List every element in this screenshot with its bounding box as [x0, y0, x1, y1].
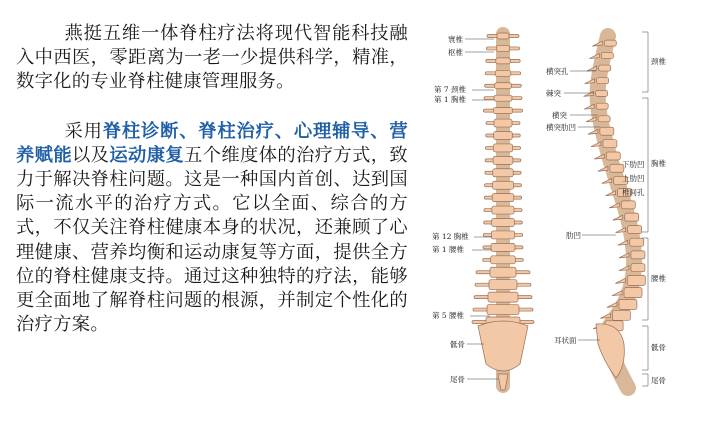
front-vertebra: [493, 169, 513, 177]
side-spinous-process: [607, 302, 617, 307]
front-vertebra: [491, 243, 515, 251]
region-sacral: 骶骨: [651, 343, 666, 352]
front-vertebra: [495, 70, 511, 76]
front-vertebra: [489, 280, 517, 290]
side-spinous-process: [589, 54, 599, 59]
label-l1: 第 1 腰椎: [432, 245, 465, 254]
front-vertebra: [495, 83, 512, 89]
region-brackets: [642, 32, 648, 386]
side-sacrum: [596, 324, 624, 378]
highlight-sports-rehab: 运动康复: [109, 144, 185, 166]
front-vertebra: [492, 194, 514, 202]
side-vertebra: [612, 310, 630, 320]
side-vertebra: [625, 213, 639, 221]
label-l5: 第 5 腰椎: [432, 311, 465, 320]
side-spinous-process: [618, 240, 628, 245]
side-spinous-process: [619, 266, 629, 271]
label-axis: 枢椎: [448, 48, 463, 57]
side-vertebra: [603, 140, 617, 148]
front-vertebra: [492, 219, 515, 227]
side-spinous-process: [592, 41, 602, 46]
side-vertebra: [631, 264, 645, 272]
side-spinous-process: [619, 253, 629, 258]
front-vertebra: [493, 181, 514, 189]
side-vertebra: [628, 226, 642, 234]
label-coccyx-front: 尾骨: [450, 375, 465, 384]
side-vertebra: [598, 116, 610, 122]
front-vertebra: [493, 108, 512, 114]
side-spinous-process: [609, 203, 619, 208]
side-spinous-process: [606, 191, 616, 196]
methods-lead: 采用: [64, 120, 103, 142]
label-intervertebral-foramen: 椎间孔: [622, 188, 645, 197]
side-spinous-process: [602, 178, 612, 183]
front-sacrum: [478, 321, 528, 371]
side-spinous-process: [585, 79, 595, 84]
label-transverse-foramen: 横突孔: [546, 67, 569, 76]
side-vertebra: [624, 288, 642, 298]
label-t1: 第 1 胸椎: [434, 95, 467, 104]
side-vertebra: [604, 40, 616, 46]
intro-paragraph: [16, 22, 408, 95]
side-vertebra: [606, 152, 620, 160]
front-vertebra: [488, 292, 518, 302]
side-spinous-process: [594, 154, 604, 159]
front-vertebra: [494, 119, 512, 127]
spine-anatomy-svg: [420, 26, 720, 422]
front-vertebra: [493, 144, 512, 152]
side-spinous-process: [588, 129, 598, 134]
spine-anatomy-figure: [420, 26, 720, 422]
label-transverse-process: 横突: [552, 111, 567, 120]
side-spinous-process: [615, 278, 625, 283]
label-c7: 第 7 颈椎: [434, 85, 467, 94]
label-atlas: 寰椎: [448, 35, 463, 44]
label-spinous-process: 棘突: [546, 89, 561, 98]
label-auricular-surface: 耳状面: [554, 336, 577, 345]
side-spinous-process: [591, 142, 601, 147]
methods-rest: 五个维度体的治疗方式，致力于解决脊柱问题。这是一种国内首创、达到国际一流水平的治疗方式。它以全面、综合的方式，不仅关注脊柱健康本身的状况，还兼顾了心理健康、营养均衡和运动康复等方面，提供全方位的脊柱健康支持。通过这种独特的疗法，能够更全面地了解脊柱问题的根源，并制定个性化的治疗方案。: [16, 144, 408, 336]
side-vertebra: [631, 251, 645, 259]
front-vertebra: [494, 95, 512, 101]
region-labels: [651, 56, 666, 385]
side-vertebra: [630, 238, 644, 246]
region-thoracic: 胸椎: [651, 159, 666, 168]
front-vertebra: [492, 206, 514, 214]
front-vertebra: [490, 267, 516, 277]
front-vertebra: [493, 156, 513, 164]
side-spinous-process: [600, 313, 610, 318]
front-vertebra: [497, 33, 509, 39]
label-costal-pit: 肋凹: [566, 231, 581, 240]
side-vertebra: [619, 299, 637, 309]
side-vertebra: [600, 127, 614, 135]
label-sacrum-front: 骶骨: [450, 340, 465, 349]
front-vertebra: [491, 231, 514, 239]
side-vertebra: [596, 90, 608, 96]
front-vertebra: [496, 58, 510, 64]
methods-connector: 以及: [72, 144, 110, 166]
front-vertebra: [496, 45, 509, 51]
side-spinous-process: [612, 291, 622, 296]
side-vertebra: [601, 53, 613, 59]
region-lumbar: 腰椎: [651, 274, 666, 283]
side-spinous-process: [584, 91, 594, 96]
label-t12: 第 12 胸椎: [432, 232, 469, 241]
side-vertebra: [596, 103, 608, 109]
side-spinous-process: [613, 215, 623, 220]
highlight-four-treatments: 脊柱诊断、脊柱治疗、心理辅导、营养赋能: [16, 120, 408, 166]
methods-paragraph: [16, 120, 408, 338]
front-vertebra: [487, 305, 519, 315]
text-column: [16, 22, 408, 337]
side-spinous-process: [586, 117, 596, 122]
label-costal-facet: 横突肋凹: [546, 123, 576, 132]
side-vertebra: [597, 78, 609, 84]
front-vertebra: [491, 256, 516, 264]
front-vertebra: [494, 131, 513, 139]
label-inferior-costal-facet: 下肋凹: [622, 160, 645, 169]
region-cervical: 颈椎: [651, 57, 666, 66]
intro-text: 燕挺五维一体脊柱疗法将现代智能科技融入中西医，零距离为一老一少提供科学，精准，数字化的专业脊柱健康管理服务。: [16, 23, 408, 93]
side-vertebra: [621, 201, 635, 209]
side-spinous-process: [616, 228, 626, 233]
side-spinous-process: [587, 66, 597, 71]
side-spinous-process: [584, 104, 594, 109]
side-vertebra: [627, 275, 645, 285]
side-spinous-process: [598, 166, 608, 171]
region-coccygeal: 尾骨: [651, 376, 666, 385]
label-superior-costal-facet: 上肋凹: [622, 174, 645, 183]
side-vertebra: [599, 65, 611, 71]
